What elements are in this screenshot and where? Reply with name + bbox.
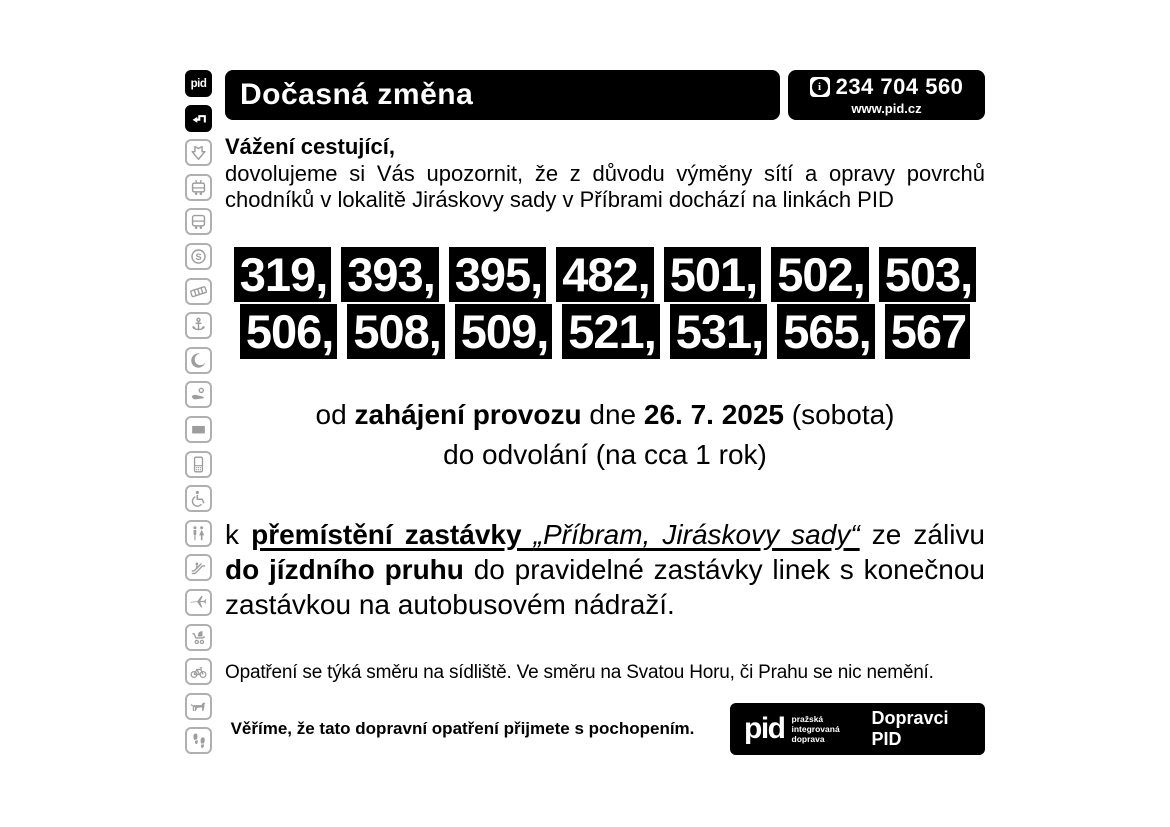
intro-body: dovolujeme si Vás upozornit, že z důvodu výměny sítí a opravy povrchů chodníků v lokalitě Jiráskovy sady v Příbrami dochází na linkách PID [225, 160, 985, 212]
title-bar [225, 70, 780, 120]
line-number-row [225, 247, 985, 302]
ferry-anchor-icon [185, 312, 212, 339]
validity-start [225, 395, 985, 435]
validity-end: do odvolání (na cca 1 rok) [443, 438, 767, 470]
text-segment: (sobota) [784, 398, 895, 430]
intro-paragraph [225, 134, 985, 214]
line-number-chip: 393, [341, 247, 438, 302]
notice-poster [185, 70, 985, 755]
ticket-icon [185, 416, 212, 443]
salutation: Vážení cestující, [225, 134, 395, 159]
s-train-icon [185, 243, 212, 270]
pid-brand-box [730, 703, 985, 755]
train-icon [185, 278, 212, 305]
svg-text:S: S [195, 251, 202, 262]
direction-note: Opatření se týká směru na sídliště. Ve směru na Svatou Horu, či Prahu se nic nemění. [225, 661, 934, 683]
line-number-chip: 482, [556, 247, 653, 302]
transport-mode-icon-rail [185, 70, 212, 754]
phone-number: 234 704 560 [835, 74, 964, 99]
dog-icon [185, 693, 212, 720]
detour-arrow-icon [185, 105, 212, 132]
text-segment: k [225, 518, 252, 550]
text-segment: zahájení provozu [354, 398, 582, 430]
line-number-chip: 502, [771, 247, 868, 302]
airplane-icon [185, 589, 212, 616]
wheelchair-icon [185, 485, 212, 512]
operator-label: Dopravci PID [871, 707, 949, 749]
text-segment: „Příbram, Jiráskovy sady“ [533, 518, 860, 550]
bicycle-icon [185, 658, 212, 685]
line-number-chip: 503, [879, 247, 976, 302]
hand-payment-icon [185, 381, 212, 408]
text-segment: do jízdního pruhu [225, 553, 464, 585]
line-number-chip: 501, [664, 247, 761, 302]
line-number-chip: 531, [670, 304, 767, 359]
line-number-chip: 506, [240, 304, 337, 359]
line-number-chip: 567 [885, 304, 970, 359]
validity-block [225, 395, 985, 475]
footprints-icon [185, 727, 212, 754]
text-segment: 26. 7. 2025 [643, 398, 784, 430]
line-number-chip: 521, [562, 304, 659, 359]
trolleybus-icon [185, 174, 212, 201]
line-number-chip: 509, [455, 304, 552, 359]
stroller-icon [185, 624, 212, 651]
mobile-phone-icon [185, 451, 212, 478]
bus-icon [185, 208, 212, 235]
header [225, 70, 985, 120]
line-number-row [225, 304, 985, 359]
pid-logo: pid [744, 711, 785, 745]
line-number-chip: 319, [234, 247, 331, 302]
escalator-icon [185, 554, 212, 581]
line-number-chip: 395, [449, 247, 546, 302]
footer [225, 703, 985, 755]
website-link: www.pid.cz [851, 101, 922, 116]
affected-line-numbers [225, 247, 985, 359]
text-segment: přemístění zastávky [251, 518, 534, 550]
text-segment: ze zálivu [859, 518, 985, 550]
metro-arrow-icon [185, 139, 212, 166]
night-service-moon-icon [185, 347, 212, 374]
change-description [225, 517, 985, 622]
info-icon: i [810, 77, 830, 97]
page-title: Dočasná změna [240, 78, 474, 111]
line-number-chip: 565, [777, 304, 874, 359]
pid-logo-icon: pid [185, 70, 212, 97]
text-segment: dne [581, 398, 644, 430]
line-number-chip: 508, [347, 304, 444, 359]
pid-logo-subtitle: pražská integrovaná doprava [791, 713, 840, 744]
text-segment: do pravidelné zastávky linek s konečnou zastávkou na autobusovém nádraží. [225, 553, 986, 620]
text-segment: od [315, 398, 355, 430]
contact-box [788, 70, 985, 120]
family-icon [185, 520, 212, 547]
closing-message: Věříme, že tato dopravní opatření přijmete s pochopením. [230, 718, 695, 738]
